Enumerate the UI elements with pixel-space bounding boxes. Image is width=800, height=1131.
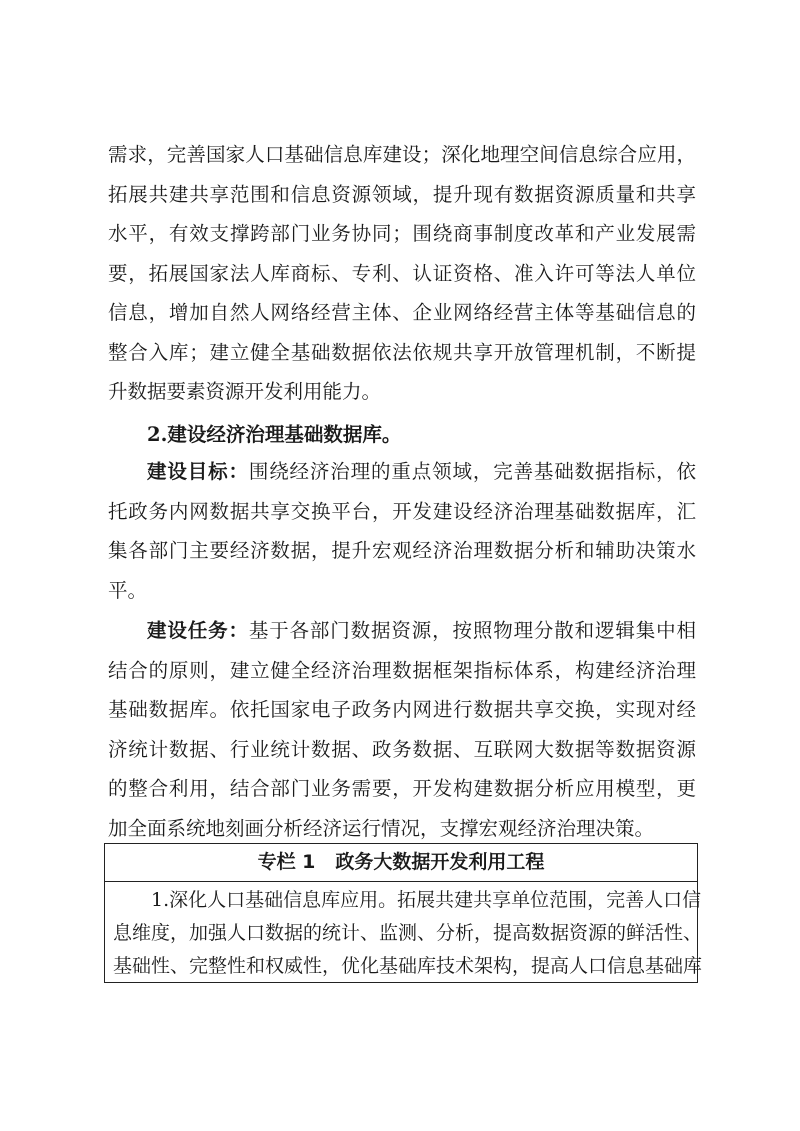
box-title-text: 政务大数据开发利用工程 bbox=[335, 851, 545, 873]
text-line: 结合的原则，建立健全经济治理数据框架指标体系，构建经济治理 bbox=[108, 658, 696, 682]
box-item-label: 1.深化人口基础信息库应用。 bbox=[151, 889, 398, 911]
paragraph-task bbox=[108, 611, 696, 848]
text-line: 基础数据库。依托国家电子政务内网进行数据共享交换，实现对经 bbox=[108, 698, 696, 721]
text-line: 集各部门主要经济数据，提升宏观经济治理数据分析和辅助决策水 bbox=[108, 539, 696, 562]
goal-label: 建设目标： bbox=[147, 460, 249, 483]
box-body bbox=[113, 884, 703, 983]
text-line: 信息，增加自然人网络经营主体、企业网络经营主体等基础信息的 bbox=[108, 301, 696, 324]
box-title-number: 专栏 1 bbox=[257, 851, 316, 873]
text-line: 需求，完善国家人口基础信息库建设；深化地理空间信息综合应用， bbox=[108, 143, 696, 166]
paragraph-population-geo bbox=[108, 135, 696, 412]
text-line: 基础性、完整性和权威性，优化基础库技术架构，提高人口信息基础库 bbox=[113, 955, 703, 977]
text-line: 要，拓展国家法人库商标、专利、认证资格、准入许可等法人单位 bbox=[108, 261, 696, 285]
text-line: 拓展共建共享范围和信息资源领域，提升现有数据资源质量和共享 bbox=[108, 182, 696, 206]
box-first-line: 拓展共建共享单位范围，完善人口信 bbox=[397, 889, 702, 911]
text-line: 整合入库；建立健全基础数据依法依规共享开放管理机制，不断提 bbox=[108, 340, 696, 364]
text-line bbox=[108, 611, 696, 651]
text-line bbox=[108, 452, 696, 492]
text-line: 济统计数据、行业统计数据、政务数据、互联网大数据等数据资源 bbox=[108, 737, 696, 761]
text-line: 升数据要素资源开发利用能力。 bbox=[108, 380, 382, 403]
sidebar-box bbox=[104, 843, 703, 983]
goal-first-line: 围绕经济治理的重点领域，完善基础数据指标，依 bbox=[248, 460, 696, 483]
text-line: 托政务内网数据共享交换平台，开发建设经济治理基础数据库，汇 bbox=[108, 499, 696, 523]
text-line: 水平，有效支撑跨部门业务协同；围绕商事制度改革和产业发展需 bbox=[108, 222, 696, 245]
section-heading bbox=[108, 415, 696, 455]
text-line: 息维度，加强人口数据的统计、监测、分析，提高数据资源的鲜活性、 bbox=[113, 922, 703, 944]
box-title bbox=[105, 844, 697, 882]
task-label: 建设任务： bbox=[147, 619, 249, 642]
text-line: 加全面系统地刻画分析经济运行情况，支撑宏观经济治理决策。 bbox=[108, 816, 655, 840]
text-line: 的整合利用，结合部门业务需要，开发构建数据分析应用模型，更 bbox=[108, 777, 696, 800]
text-line bbox=[113, 884, 702, 917]
task-first-line: 基于各部门数据资源，按照物理分散和逻辑集中相 bbox=[248, 619, 696, 642]
heading-text: 2.建设经济治理基础数据库。 bbox=[147, 423, 402, 446]
text-line: 平。 bbox=[108, 578, 148, 602]
paragraph-goal bbox=[108, 452, 696, 610]
